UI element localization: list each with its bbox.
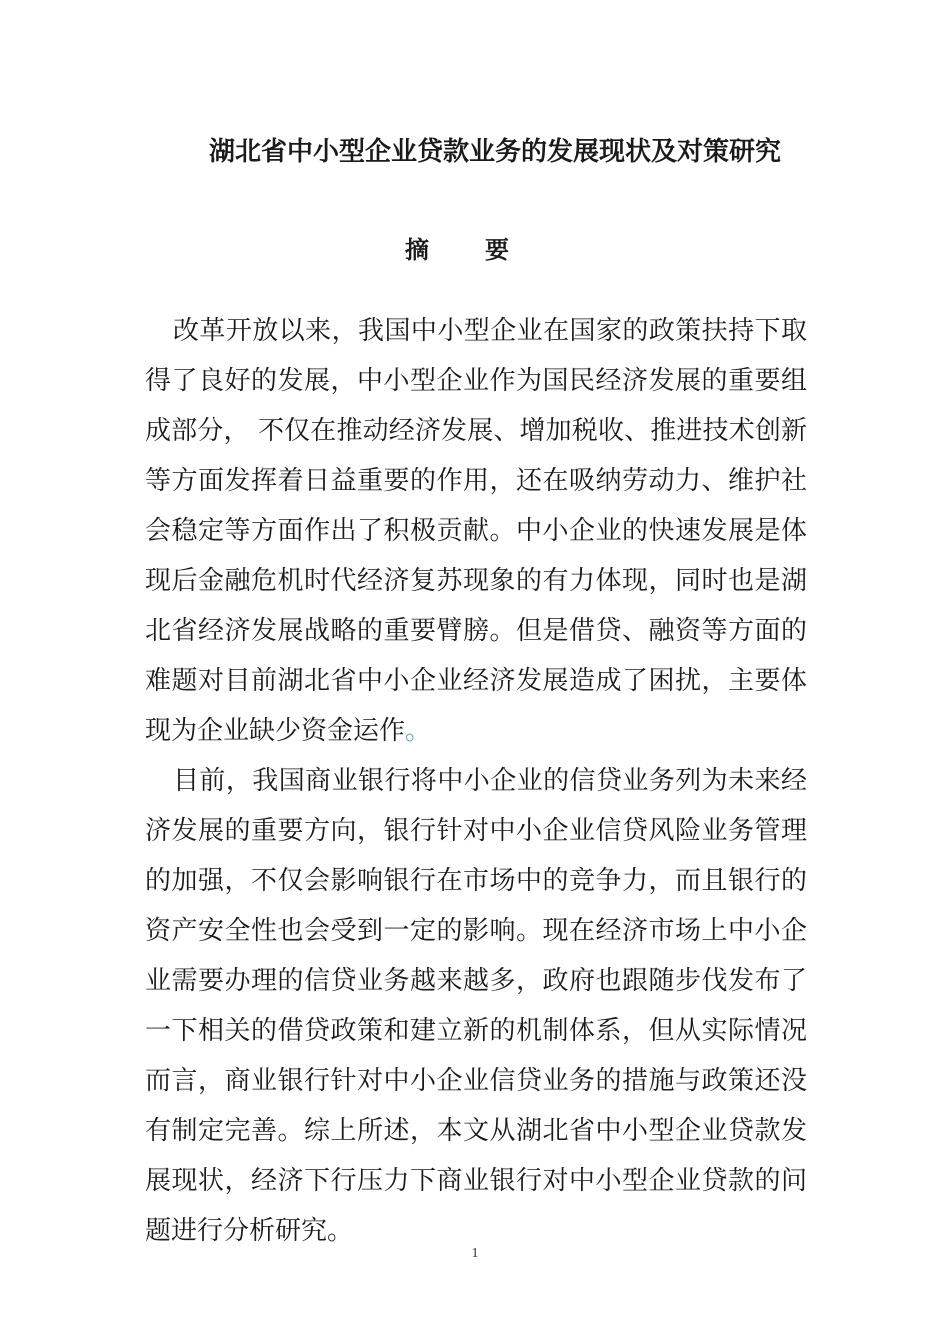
abstract-heading: 摘要 <box>405 235 565 264</box>
abstract-paragraph-2: 目前，我国商业银行将中小企业的信贷业务列为未来经济发展的重要方向，银行针对中小企业信贷风险业务管理的加强，不仅会影响银行在市场中的竞争力，而且银行的资产安全性也会受到一定的影响。现在经济市场上中小企业需要办理的信贷业务越来越多，政府也跟随步伐发布了一下相关的借贷政策和建立新的机制体系，但从实际情况而言，商业银行针对中小企业信贷业务的措施与政策还没有制定完善。综上所述，本文从湖北省中小型企业贷款发展现状，经济下行压力下商业银行对中小型企业贷款的问题进行分析研究。 <box>145 766 807 1246</box>
abstract-body <box>145 306 807 1256</box>
paragraph-1-end-mark: 。 <box>405 716 432 746</box>
paragraph-1-text: 改革开放以来，我国中小型企业在国家的政策扶持下取得了良好的发展，中小型企业作为国民经济发展的重要组成部分， 不仅在推动经济发展、增加税收、推进技术创新等方面发挥着日益重要的作用，还在吸纳劳动力、维护社会稳定等方面作出了积极贡献。中小企业的快速发展是体现后金融危机时代经济复苏现象的有力体现，同时也是湖北省经济发展战略的重要臂膀。但是借贷、融资等方面的难题对目前湖北省中小企业经济发展造成了困扰，主要体现为企业缺少资金运作 <box>145 316 807 746</box>
document-title: 湖北省中小型企业贷款业务的发展现状及对策研究 <box>208 137 781 167</box>
page-number: 1 <box>471 1246 479 1261</box>
abstract-paragraph-1 <box>145 306 807 756</box>
